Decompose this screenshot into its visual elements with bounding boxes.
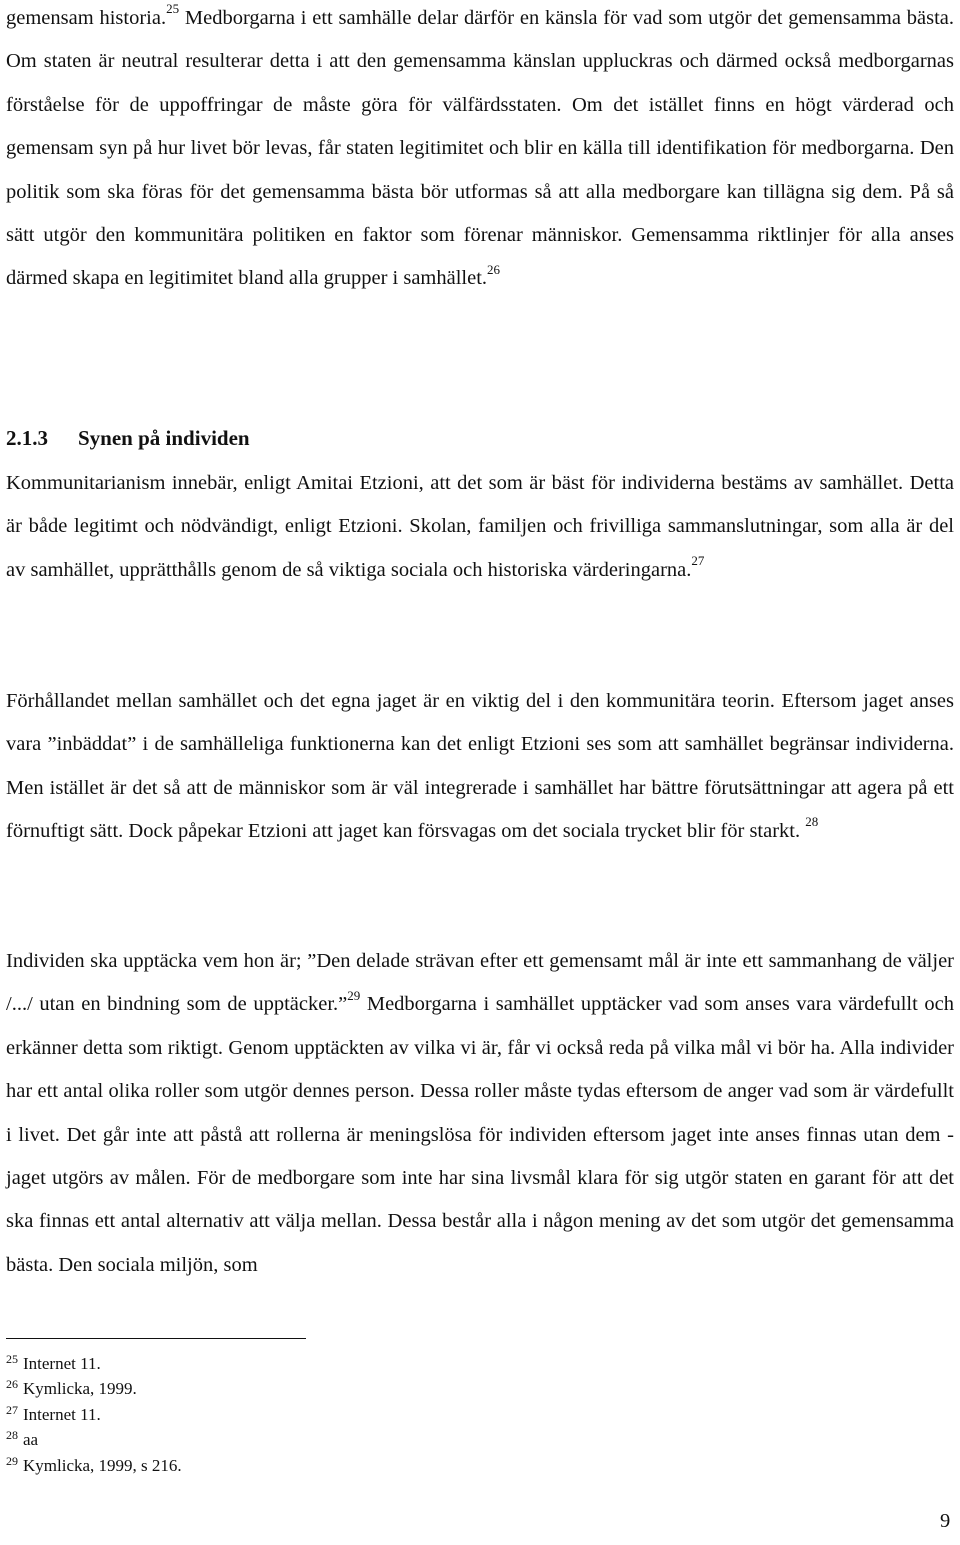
footnote-text: Kymlicka, 1999, s 216. (23, 1455, 182, 1475)
body-paragraph-2 (6, 462, 954, 592)
section-title: Synen på individen (78, 426, 250, 450)
paragraph-text: Medborgarna i ett samhälle delar därför en känsla för vad som utgör det gemensamma bästa. Om staten är neutral resulterar detta i att den gemensamma känslan uppluckras och därmed också medborgarnas förståelse för de uppoffringar de måste göra för välfärdsstaten. Om det istället finns en högt värderad och gemensam syn på hur livet bör levas, får staten legitimitet och blir en källa till identifikation för medborgarna. Den politik som ska föras för det gemensamma bästa bör utformas så att alla medborgare kan tillägna sig dem. På så sätt utgör den kommunitära politiken en faktor som förenar människor. Gemensamma riktlinjer för alla anses därmed skapa en legitimitet bland alla grupper i samhället. (6, 7, 954, 290)
body-paragraph-1 (6, 0, 954, 301)
footnote-item (6, 1403, 182, 1428)
body-paragraph-4 (6, 940, 954, 1287)
section-number: 2.1.3 (6, 426, 48, 450)
footnote-text: Internet 11. (23, 1404, 101, 1424)
footnote-number: 29 (6, 1453, 18, 1468)
section-heading (6, 417, 954, 460)
paragraph-text: Förhållandet mellan samhället och det egna jaget är en viktig del i den kommunitära teorin. Eftersom jaget anses vara ”inbäddat” i de samhälleliga funktionerna kan det enligt Etzioni ses som att samhället begränsar individerna. Men istället är det så att de människor som är väl integrerade i samhället har bättre förutsättningar att agera på ett förnuftigt sätt. Dock påpekar Etzioni att jaget kan försvagas om det sociala trycket blir för starkt. (6, 690, 954, 843)
footnote-text: Kymlicka, 1999. (23, 1379, 137, 1399)
footnote-item (6, 1377, 182, 1402)
footnote-number: 25 (6, 1352, 18, 1366)
footnote-ref-29: 29 (347, 987, 361, 1003)
body-paragraph-3 (6, 680, 954, 854)
page-number: 9 (940, 1510, 951, 1532)
paragraph-text: Individen ska upptäcka vem hon är; ”Den delade strävan efter ett gemensamt mål är inte ett sammanhang de väljer /.../ utan en bindning som de upptäcker.” (6, 950, 954, 1016)
footnote-divider (6, 1338, 306, 1339)
footnote-ref-25: 25 (166, 1, 180, 17)
footnote-ref-28: 28 (805, 814, 819, 830)
footnote-item (6, 1352, 182, 1377)
paragraph-text: gemensam historia. (6, 7, 167, 29)
footnote-ref-26: 26 (487, 261, 501, 277)
footnote-number: 27 (6, 1402, 18, 1417)
footnote-list (6, 1352, 182, 1479)
footnote-number: 26 (6, 1377, 18, 1392)
footnote-number: 28 (6, 1428, 18, 1443)
paragraph-text: Medborgarna i samhället upptäcker vad som anses vara värdefullt och erkänner detta som riktigt. Genom upptäckten av vilka vi är, får vi också reda på vilka mål vi bör ha. Alla individer har ett antal olika roller som utgör dennes person. Dessa roller måste tydas eftersom de anger vad som är värdefullt i livet. Det går inte att påstå att rollerna är meningslösa för individen eftersom jaget inte anses finnas utan dem - jaget utgörs av målen. För de medborgare som inte har sina livsmål klara för sig utgör staten en garant för att det ska finnas ett antal alternativ att välja mellan. Dessa består alla i någon mening av det som utgör det gemensamma bästa. Den sociala miljön, som (6, 993, 954, 1276)
footnote-item (6, 1428, 182, 1453)
footnote-text: aa (23, 1430, 39, 1450)
paragraph-text: Kommunitarianism innebär, enligt Amitai Etzioni, att det som är bäst för individerna bestäms av samhället. Detta är både legitimt och nödvändigt, enligt Etzioni. Skolan, familjen och frivilliga sammanslutningar, som alla är del av samhället, upprätthålls genom de så viktiga sociala och historiska värderingarna. (6, 472, 954, 581)
footnote-ref-27: 27 (691, 552, 705, 568)
footnote-item (6, 1454, 182, 1479)
footnote-text: Internet 11. (23, 1354, 101, 1373)
